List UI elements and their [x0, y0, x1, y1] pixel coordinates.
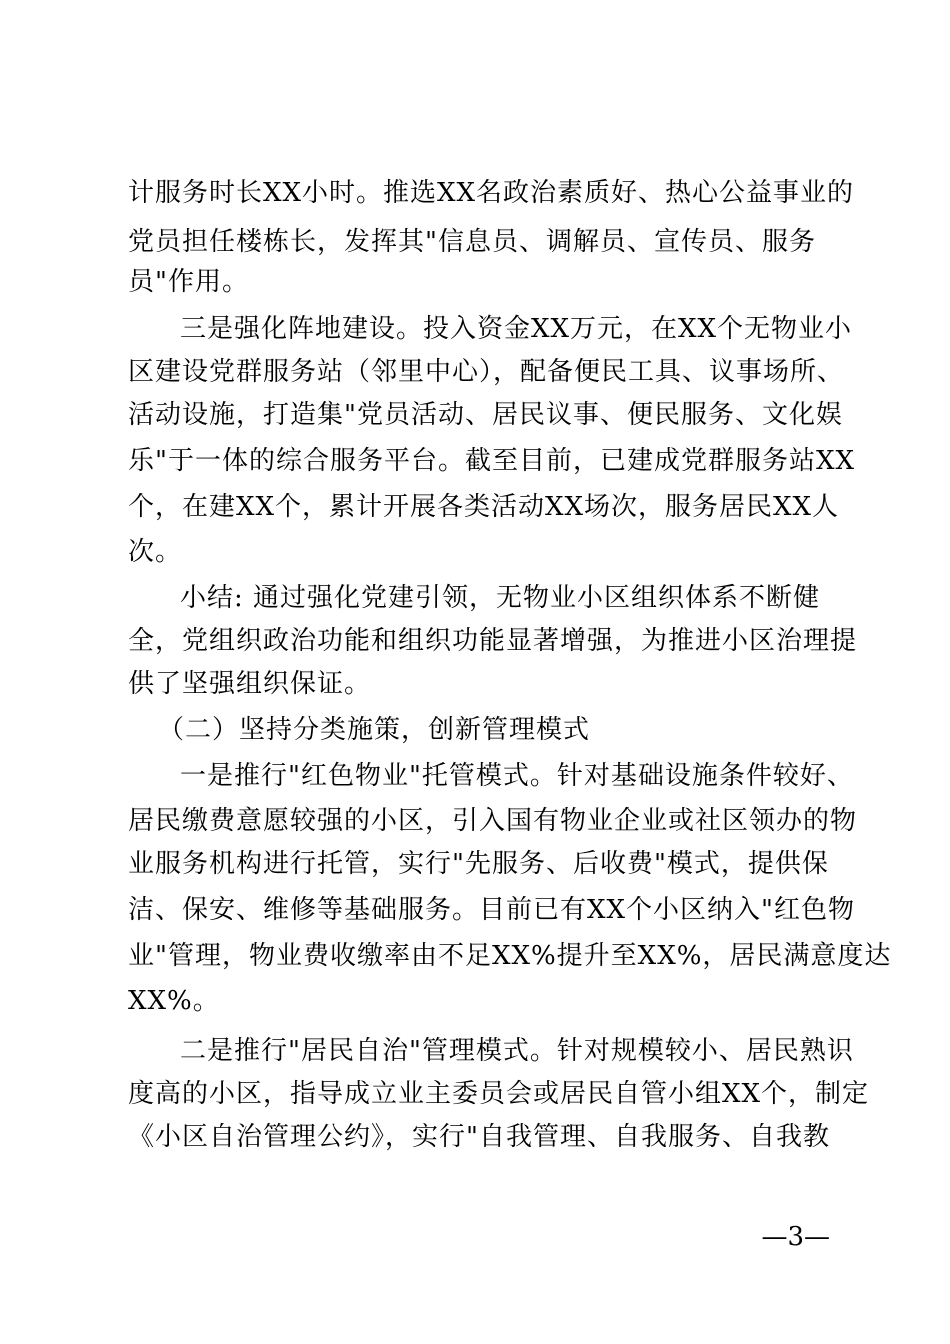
- text-line: 区建设党群服务站（邻里中心），配备便民工具、议事场所、: [128, 357, 845, 387]
- paragraph-start-line: 三是强化阵地建设。投入资金XX万元，在XX个无物业小: [180, 314, 853, 344]
- text-line: 个，在建XX个，累计开展各类活动XX场次，服务居民XX人: [128, 492, 840, 522]
- page-number: —3—: [761, 1222, 830, 1252]
- text-line: 业"管理，物业费收缴率由不足XX%提升至XX%，居民满意度达: [128, 941, 892, 971]
- paragraph-start-line: 一是推行"红色物业"托管模式。针对基础设施条件较好、: [180, 761, 854, 791]
- text-line: 洁、保安、维修等基础服务。目前已有XX个小区纳入"红色物: [128, 895, 855, 925]
- section-heading: （二）坚持分类施策，创新管理模式: [158, 715, 591, 745]
- text-line: 度高的小区，指导成立业主委员会或居民自管小组XX个，制定: [128, 1079, 870, 1109]
- text-line: 居民缴费意愿较强的小区，引入国有物业企业或社区领办的物: [128, 806, 858, 836]
- text-line: 员"作用。: [128, 267, 249, 297]
- text-line: 次。: [128, 537, 183, 567]
- text-line: 乐"于一体的综合服务平台。截至目前，已建成党群服务站XX: [128, 446, 855, 476]
- text-line: 供了坚强组织保证。: [128, 669, 372, 699]
- text-line: 活动设施，打造集"党员活动、居民议事、便民服务、文化娱: [128, 400, 843, 430]
- text-line: 《小区自治管理公约》，实行"自我管理、自我服务、自我教: [128, 1122, 830, 1152]
- text-line: XX%。: [128, 986, 220, 1016]
- paragraph-start-line: 二是推行"居民自治"管理模式。针对规模较小、居民熟识: [180, 1036, 854, 1066]
- text-line: 党员担任楼栋长，发挥其"信息员、调解员、宣传员、服务: [128, 227, 816, 257]
- text-line: 全，党组织政治功能和组织功能显著增强，为推进小区治理提: [128, 626, 858, 656]
- summary-start-line: 小结: 通过强化党建引领，无物业小区组织体系不断健: [180, 583, 821, 613]
- text-line: 计服务时长XX小时。推选XX名政治素质好、热心公益事业的: [128, 178, 855, 208]
- text-line: 业服务机构进行托管，实行"先服务、后收费"模式，提供保: [128, 849, 829, 879]
